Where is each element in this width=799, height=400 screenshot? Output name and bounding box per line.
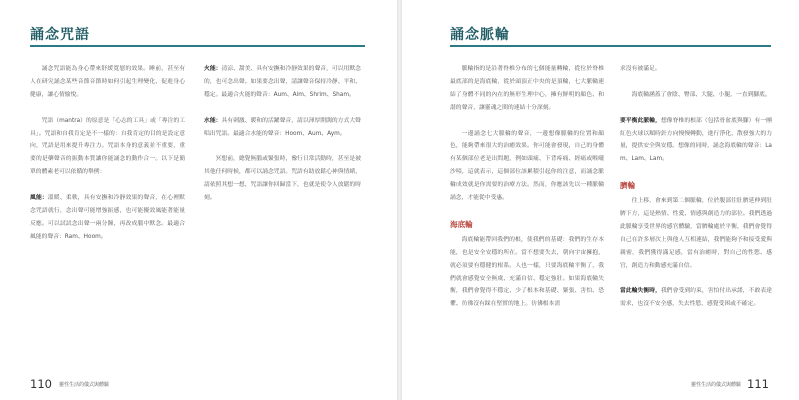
paragraph-lead: 火能： (204, 66, 222, 72)
paragraph (204, 115, 361, 141)
paragraph-text: 具有刺激、暖和的活躍聲音，請以渾厚開闊的方式大聲唱出咒語。最適合水能的聲音：Hoom、Aum、Aym。 (204, 117, 361, 137)
paragraph-lead: 要平衡此脈輪， (620, 117, 661, 124)
paragraph-lead: 當此輪失衡時， (620, 288, 661, 295)
left-column-1 (30, 63, 185, 257)
section-heading: 臍輪 (620, 181, 636, 191)
paragraph-text: 我們會受到約束，害怕付出承諾，不敢表達需求，也沒不安全感，失去性慾，感覺受困或不確定。 (620, 288, 772, 308)
paragraph: 海底輪能帶回我們的根，使我們的基礎：我們的生存本能，也是安全安穩的所在。當不想要失去，朝向宇宙擁抱，就必須要有穩健的根系。人也一樣，只要海底輪平衡了，我們就會感覺安全無虞、充滿自信、穩定強壯。如果海底輪失衡，我們會覺得不穩定、少了根本和基礎、緊張、害怕、恐懼、彷彿沒有踩在堅實的地上。彷彿根本需 (450, 236, 604, 308)
left-page-title: 誦念咒語 (30, 27, 90, 43)
running-head: 靈性生活的儀式與體驗 (58, 382, 109, 388)
right-column-2 (620, 63, 772, 324)
paragraph-text: 清涼、甜美、具有安撫和冷靜效果的聲音，可以用默念的，也可念出聲。如果要念出聲，請讓聲音保持冷靜、平和、穩定。最適合火能的聲音：Aum、Aim、Shrim、Sham。 (204, 66, 361, 98)
paragraph: 冥想前，總覺無腦或緊張時，豫行日常活動時，甚至是被其他任何時候，都可以誦念咒語。咒語有助放鬆心神與情緒，請依照其想一想，咒語讓你回歸當下，也就是使令人放鬆的時刻。 (204, 156, 361, 202)
paragraph (620, 115, 772, 167)
left-title-rule (30, 45, 365, 47)
paragraph (620, 285, 772, 311)
paragraph-lead: 水能： (204, 117, 222, 124)
right-column-1 (450, 63, 604, 324)
paragraph-lead: 風能： (30, 195, 48, 202)
paragraph: 咒語（mantra）的原意是「心志的工具」或「專注的工具」。咒語和自我肯定是不一樣的：自我肯定的目的是設定意向，咒語是用來提升專注力。咒語本身的意義並不重要，重要的是藥聲音的振動本質讓你能誦念的動作合一。以下是簡單的體素老可以依循的舉例： (30, 117, 185, 176)
paragraph-text: 想像脊椎的根部（包括骨盆底與腳）有一團紅色火球以順時針方向慢慢轉動，進行淨化，散發強大的力量，提供安全與安穩。想像的同時，誦念海底輪的聲音：Lam、Lam、Lam。 (620, 117, 772, 163)
paragraph-text: 溫暖、柔軟，具有安撫和冷靜效果的聲音，在心裡默念咒語就行，念出聲可能增強振感，也可能擾效風能著能量反應。可以試試念出聲一兩分鐘，再改成腦中默念。最適合風能的聲音：Ram、Hoom。 (30, 195, 185, 240)
left-column-2 (204, 63, 361, 218)
paragraph: 求沒有被滿足。 (620, 66, 661, 72)
page-number: 111 (747, 377, 769, 391)
paragraph (30, 192, 185, 244)
right-folio (691, 373, 769, 392)
left-folio (30, 373, 109, 392)
paragraph: 一邊誦念七大脈輪的聲音，一邊想像脈輪的位置和顏色，能夠帶來很大的治癒效果。你可能會發現，自己的身體有某個部位老是出問題，例如頭痛、下背疼痛、經痛或喉嚨沙啞，這就表示，這個部位該累積引起你的注意，而誦念脈輪成效就是你需要的治療方法。然而，你應該先以一種脈輪誦念，才能從中受惠。 (450, 130, 604, 202)
page-number: 110 (30, 377, 52, 391)
paragraph: 脈輪指的是沿著脊椎分布的七個能量轉輪，從位於脊椎最底部的是海底輪，從於頭頂正中央的是頂輪，七大脈輪連結了身體不同的內在的無形生理中心，擁有鮮明的顏色、和諧的聲音，讓靈魂之間的連結十分深刻。 (450, 66, 604, 111)
paragraph: 誦念咒語能為身心帶來舒緩寬慰的效果。睡前，甚至有人在研究誦念某些音節音節時如何引起生理變化，促進身心健康，讓心情愉悅。 (30, 66, 185, 98)
paragraph: 海底輪涵蓋了會陰、臀部、大腿、小腿，一直到腳底。 (631, 91, 771, 98)
paragraph: 往上移，會來到第二個脈輪，位於腹部往肚臍延伸到肚臍下方，這是熱情、性愛、情感與創造力的部位。我們透過此脈輪享受世界的感官體驗，當臍輪處於平衡，我們會覺得自己在許多層次上與他人互相連結，我們能夠予和接受愛與親密，我們獲得滿足感，當有治癒時，對自己的性慾、感官，創造力和動感充滿自信。 (620, 198, 772, 269)
right-page-title: 誦念脈輪 (450, 27, 510, 43)
section-heading: 海底輪 (450, 219, 473, 229)
right-page (402, 0, 799, 400)
right-title-rule (450, 45, 771, 47)
left-page (0, 0, 397, 400)
running-head: 靈性生活的儀式與體驗 (691, 382, 742, 388)
paragraph (204, 63, 361, 102)
